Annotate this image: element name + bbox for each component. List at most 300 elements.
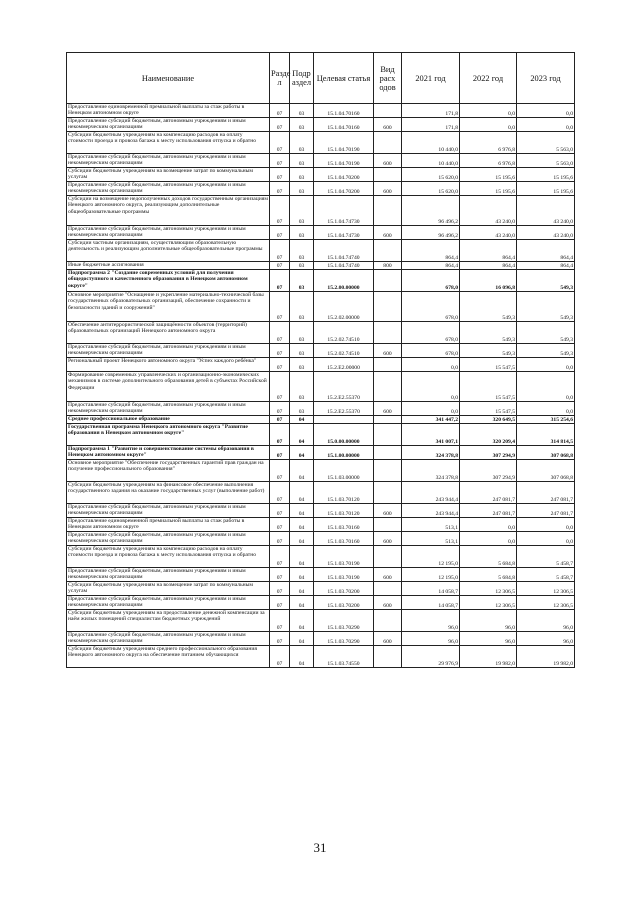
cell-2022: 307 294,9 xyxy=(460,446,517,460)
cell-2021: 10 440,0 xyxy=(402,154,460,168)
col-header-section: Разде л xyxy=(270,53,290,104)
cell-name: Субсидии бюджетным учреждениям среднего профессионального образования Ненецкого автономного округа на обеспечение питанием обучающихся xyxy=(67,646,270,668)
cell-name: Подпрограмма 2 "Создание современных условий для получения общедоступного и качественного образования в Ненецком автономном округе" xyxy=(67,270,270,292)
cell-section: 07 xyxy=(270,196,290,226)
table-row xyxy=(67,402,575,416)
cell-section: 07 xyxy=(270,132,290,154)
cell-2021: 678,0 xyxy=(402,344,460,358)
cell-target: 15.1.03.70290 xyxy=(314,632,374,646)
cell-subsection: 04 xyxy=(290,424,314,446)
cell-2022: 15 195,6 xyxy=(460,168,517,182)
cell-section: 07 xyxy=(270,582,290,596)
cell-target: 15.1.03.00000 xyxy=(314,460,374,482)
cell-name: Предоставление субсидий бюджетным, автономным учреждениям и иным некоммерческим организациям xyxy=(67,504,270,518)
cell-expense-type: 600 xyxy=(374,504,402,518)
cell-expense-type xyxy=(374,610,402,632)
table-row xyxy=(67,532,575,546)
cell-2022: 549,3 xyxy=(460,344,517,358)
cell-target: 15.1.04.70200 xyxy=(314,168,374,182)
cell-name: Субсидии бюджетным учреждениям на предоставление денежной компенсации за наём жилых помещений специалистам бюджетных учреждений xyxy=(67,610,270,632)
cell-2021: 12 195,0 xyxy=(402,546,460,568)
cell-section: 07 xyxy=(270,646,290,668)
cell-2022: 6 976,8 xyxy=(460,154,517,168)
cell-2023: 0,0 xyxy=(517,358,575,372)
cell-2021: 15 620,0 xyxy=(402,168,460,182)
cell-name: Предоставление субсидий бюджетным, автономным учреждениям и иным некоммерческим организациям xyxy=(67,226,270,240)
table-row xyxy=(67,118,575,132)
table-row xyxy=(67,372,575,402)
cell-2021: 15 620,0 xyxy=(402,182,460,196)
table-row xyxy=(67,322,575,344)
cell-target: 15.1.03.70160 xyxy=(314,518,374,532)
table-row xyxy=(67,546,575,568)
cell-2021: 0,0 xyxy=(402,358,460,372)
cell-name: Предоставление субсидий бюджетным, автономным учреждениям и иным некоммерческим организациям xyxy=(67,182,270,196)
cell-2021: 513,1 xyxy=(402,532,460,546)
cell-2023: 96,0 xyxy=(517,632,575,646)
cell-target: 15.1.03.70190 xyxy=(314,546,374,568)
table-row xyxy=(67,596,575,610)
cell-section: 07 xyxy=(270,446,290,460)
cell-2023: 5 458,7 xyxy=(517,546,575,568)
table-row xyxy=(67,292,575,322)
cell-2022: 247 081,7 xyxy=(460,482,517,504)
cell-subsection: 04 xyxy=(290,504,314,518)
cell-2022: 19 982,0 xyxy=(460,646,517,668)
cell-subsection: 03 xyxy=(290,118,314,132)
cell-expense-type xyxy=(374,372,402,402)
cell-subsection: 03 xyxy=(290,182,314,196)
cell-name: Предоставление субсидий бюджетным, автономным учреждениям и иным некоммерческим организациям xyxy=(67,118,270,132)
cell-name: Региональный проект Ненецкого автономного округа "Успех каждого ребёнка" xyxy=(67,358,270,372)
page-number: 31 xyxy=(313,840,327,855)
cell-section: 07 xyxy=(270,460,290,482)
cell-2023: 247 081,7 xyxy=(517,482,575,504)
col-header-subsection: Подр аздел xyxy=(290,53,314,104)
cell-2022: 43 240,0 xyxy=(460,196,517,226)
cell-2023: 549,3 xyxy=(517,292,575,322)
table-header-row xyxy=(67,53,575,104)
cell-target: 15.1.03.70200 xyxy=(314,582,374,596)
cell-section: 07 xyxy=(270,240,290,262)
cell-expense-type xyxy=(374,416,402,424)
cell-name: Основное мероприятие "Оснащение и укрепление материально-технической базы государственных образовательных организаций, обеспечение сохранности и безопасности зданий и сооружений" xyxy=(67,292,270,322)
table-row xyxy=(67,104,575,118)
cell-expense-type: 600 xyxy=(374,402,402,416)
table-row xyxy=(67,154,575,168)
cell-target: 15.1.03.70120 xyxy=(314,482,374,504)
cell-2021: 14 058,7 xyxy=(402,596,460,610)
cell-subsection: 04 xyxy=(290,610,314,632)
cell-2022: 5 684,8 xyxy=(460,546,517,568)
cell-name: Предоставление субсидий бюджетным, автономным учреждениям и иным некоммерческим организациям xyxy=(67,402,270,416)
col-header-target: Целевая статья xyxy=(314,53,374,104)
cell-2021: 96,0 xyxy=(402,610,460,632)
cell-expense-type xyxy=(374,446,402,460)
cell-name: Субсидии бюджетным учреждениям на компенсацию расходов на оплату стоимости проезда и провоза багажа к месту использования отпуска и обратно xyxy=(67,546,270,568)
table-row xyxy=(67,168,575,182)
cell-expense-type: 600 xyxy=(374,118,402,132)
cell-2022: 5 684,8 xyxy=(460,568,517,582)
cell-2023: 0,0 xyxy=(517,402,575,416)
cell-target: 15.1.04.74740 xyxy=(314,262,374,270)
table-row xyxy=(67,582,575,596)
cell-target: 15.2.00.00000 xyxy=(314,270,374,292)
cell-section: 07 xyxy=(270,182,290,196)
table-row xyxy=(67,344,575,358)
cell-section: 07 xyxy=(270,546,290,568)
cell-2022: 0,0 xyxy=(460,118,517,132)
cell-subsection: 03 xyxy=(290,154,314,168)
table-row xyxy=(67,446,575,460)
cell-2022: 96,0 xyxy=(460,610,517,632)
budget-table xyxy=(66,52,575,668)
cell-2022: 15 547,5 xyxy=(460,402,517,416)
cell-subsection: 03 xyxy=(290,322,314,344)
cell-section: 07 xyxy=(270,402,290,416)
cell-section: 07 xyxy=(270,262,290,270)
cell-target: 15.1.04.70200 xyxy=(314,182,374,196)
cell-2021: 324 378,8 xyxy=(402,460,460,482)
cell-target: 15.1.03.70290 xyxy=(314,610,374,632)
table-row xyxy=(67,460,575,482)
cell-target: 15.2.02.74510 xyxy=(314,322,374,344)
cell-2021: 678,0 xyxy=(402,292,460,322)
cell-subsection: 04 xyxy=(290,632,314,646)
cell-2023: 314 814,5 xyxy=(517,424,575,446)
cell-2023: 549,3 xyxy=(517,270,575,292)
table-row xyxy=(67,132,575,154)
cell-2021: 0,0 xyxy=(402,402,460,416)
cell-name: Предоставление субсидий бюджетным, автономным учреждениям и иным некоммерческим организациям xyxy=(67,532,270,546)
cell-2023: 307 068,8 xyxy=(517,460,575,482)
cell-subsection: 03 xyxy=(290,372,314,402)
cell-2023: 43 240,0 xyxy=(517,226,575,240)
col-header-2021: 2021 год xyxy=(402,53,460,104)
cell-target: 15.2.E2.00000 xyxy=(314,358,374,372)
cell-target: 15.1.04.70190 xyxy=(314,132,374,154)
cell-expense-type: 600 xyxy=(374,182,402,196)
cell-target: 15.2.E2.55370 xyxy=(314,372,374,402)
cell-2023: 549,3 xyxy=(517,344,575,358)
cell-expense-type xyxy=(374,132,402,154)
cell-2022: 15 547,5 xyxy=(460,358,517,372)
cell-name: Предоставление единовременной премиальной выплаты за стаж работы в Ненецком автономном округе xyxy=(67,518,270,532)
cell-target: 15.1.03.70200 xyxy=(314,596,374,610)
cell-subsection: 04 xyxy=(290,582,314,596)
cell-expense-type xyxy=(374,196,402,226)
cell-2022: 320 209,4 xyxy=(460,424,517,446)
table-row xyxy=(67,518,575,532)
cell-2022: 15 547,5 xyxy=(460,372,517,402)
cell-target: 15.1.04.74730 xyxy=(314,226,374,240)
cell-expense-type xyxy=(374,546,402,568)
cell-2022: 6 976,8 xyxy=(460,132,517,154)
cell-subsection: 03 xyxy=(290,270,314,292)
cell-section: 07 xyxy=(270,596,290,610)
cell-name: Субсидии частным организациям, осуществляющим образовательную деятельность и реализующим дополнительные общеобразовательные программы xyxy=(67,240,270,262)
cell-name: Предоставление субсидий бюджетным, автономным учреждениям и иным некоммерческим организациям xyxy=(67,632,270,646)
cell-2021: 96 496,2 xyxy=(402,196,460,226)
cell-section: 07 xyxy=(270,118,290,132)
cell-name: Основное мероприятие "Обеспечение государственных гарантий прав граждан на получение профессионального образования" xyxy=(67,460,270,482)
cell-2021: 12 195,0 xyxy=(402,568,460,582)
cell-2023: 5 563,0 xyxy=(517,154,575,168)
cell-2021: 0,0 xyxy=(402,372,460,402)
cell-name: Субсидии бюджетным учреждениям на компенсацию расходов на оплату стоимости проезда и провоза багажа к месту использования отпуска и обратно xyxy=(67,132,270,154)
cell-target: 15.1.00.00000 xyxy=(314,446,374,460)
cell-2022: 307 294,9 xyxy=(460,460,517,482)
col-header-name: Наименование xyxy=(67,53,270,104)
cell-2023: 315 254,6 xyxy=(517,416,575,424)
cell-expense-type: 600 xyxy=(374,226,402,240)
cell-2023: 15 195,6 xyxy=(517,168,575,182)
cell-2022: 15 195,6 xyxy=(460,182,517,196)
cell-subsection: 04 xyxy=(290,568,314,582)
cell-subsection: 04 xyxy=(290,416,314,424)
cell-target: 15.2.E2.55370 xyxy=(314,402,374,416)
cell-2023: 12 306,5 xyxy=(517,582,575,596)
cell-2023: 15 195,6 xyxy=(517,182,575,196)
cell-2022: 320 649,5 xyxy=(460,416,517,424)
cell-2021: 678,0 xyxy=(402,270,460,292)
cell-2022: 0,0 xyxy=(460,518,517,532)
cell-subsection: 04 xyxy=(290,518,314,532)
cell-2021: 29 976,9 xyxy=(402,646,460,668)
cell-2021: 96 496,2 xyxy=(402,226,460,240)
cell-expense-type xyxy=(374,168,402,182)
cell-2021: 243 944,4 xyxy=(402,504,460,518)
table-row xyxy=(67,196,575,226)
cell-target: 15.1.04.70160 xyxy=(314,118,374,132)
cell-2023: 0,0 xyxy=(517,532,575,546)
table-row xyxy=(67,226,575,240)
cell-expense-type xyxy=(374,322,402,344)
cell-2021: 341 447,2 xyxy=(402,416,460,424)
cell-subsection: 03 xyxy=(290,262,314,270)
cell-2022: 0,0 xyxy=(460,104,517,118)
cell-target: 15.1.04.70160 xyxy=(314,104,374,118)
cell-2021: 14 058,7 xyxy=(402,582,460,596)
cell-section: 07 xyxy=(270,168,290,182)
cell-subsection: 04 xyxy=(290,596,314,610)
table-row xyxy=(67,646,575,668)
table-row xyxy=(67,568,575,582)
cell-2021: 341 007,1 xyxy=(402,424,460,446)
cell-expense-type xyxy=(374,518,402,532)
table-row xyxy=(67,416,575,424)
cell-target: 15.1.03.74550 xyxy=(314,646,374,668)
cell-subsection: 03 xyxy=(290,104,314,118)
cell-target: 15.0.00.00000 xyxy=(314,424,374,446)
cell-expense-type: 600 xyxy=(374,568,402,582)
table-row xyxy=(67,482,575,504)
cell-2023: 0,0 xyxy=(517,372,575,402)
cell-section: 07 xyxy=(270,518,290,532)
cell-2021: 171,8 xyxy=(402,104,460,118)
cell-expense-type: 600 xyxy=(374,344,402,358)
cell-2023: 96,0 xyxy=(517,610,575,632)
table-row xyxy=(67,182,575,196)
cell-2022: 16 096,8 xyxy=(460,270,517,292)
cell-2023: 0,0 xyxy=(517,104,575,118)
table-body xyxy=(67,104,575,668)
cell-2023: 12 306,5 xyxy=(517,596,575,610)
cell-expense-type xyxy=(374,240,402,262)
cell-subsection: 03 xyxy=(290,226,314,240)
cell-2022: 43 240,0 xyxy=(460,226,517,240)
cell-name: Субсидии бюджетным учреждениям на возмещение затрат по коммунальным услугам xyxy=(67,168,270,182)
cell-expense-type xyxy=(374,104,402,118)
cell-name: Субсидии бюджетным учреждениям на возмещение затрат по коммунальным услугам xyxy=(67,582,270,596)
cell-subsection: 04 xyxy=(290,646,314,668)
cell-expense-type: 800 xyxy=(374,262,402,270)
cell-subsection: 03 xyxy=(290,344,314,358)
cell-expense-type xyxy=(374,482,402,504)
cell-subsection: 03 xyxy=(290,292,314,322)
table-row xyxy=(67,240,575,262)
cell-target: 15.1.03.70160 xyxy=(314,532,374,546)
cell-2022: 864,4 xyxy=(460,240,517,262)
cell-expense-type: 600 xyxy=(374,632,402,646)
cell-name: Субсидии бюджетным учреждениям на финансовое обеспечение выполнения государственного задания на оказание государственных услуг (выполнение работ) xyxy=(67,482,270,504)
cell-target: 15.1.04.74730 xyxy=(314,196,374,226)
table-row xyxy=(67,632,575,646)
cell-2023: 19 982,0 xyxy=(517,646,575,668)
cell-2022: 864,4 xyxy=(460,262,517,270)
cell-target: 15.1.04.70190 xyxy=(314,154,374,168)
cell-name: Обеспечение антитеррористической защищённости объектов (территорий) образовательных организаций Ненецкого автономного округа xyxy=(67,322,270,344)
cell-target: 15.1.03.70190 xyxy=(314,568,374,582)
table-row xyxy=(67,358,575,372)
budget-table-sheet xyxy=(66,52,574,668)
cell-name: Предоставление субсидий бюджетным, автономным учреждениям и иным некоммерческим организациям xyxy=(67,596,270,610)
cell-section: 07 xyxy=(270,424,290,446)
cell-expense-type xyxy=(374,424,402,446)
col-header-2022: 2022 год xyxy=(460,53,517,104)
cell-expense-type xyxy=(374,270,402,292)
cell-subsection: 03 xyxy=(290,168,314,182)
cell-2023: 307 068,8 xyxy=(517,446,575,460)
cell-subsection: 04 xyxy=(290,460,314,482)
cell-subsection: 04 xyxy=(290,446,314,460)
cell-section: 07 xyxy=(270,292,290,322)
col-header-expense-type: Вид расх одов xyxy=(374,53,402,104)
cell-name: Предоставление субсидий бюджетным, автономным учреждениям и иным некоммерческим организациям xyxy=(67,344,270,358)
cell-2022: 0,0 xyxy=(460,532,517,546)
cell-section: 07 xyxy=(270,270,290,292)
cell-2021: 864,4 xyxy=(402,240,460,262)
cell-target: 15.1.03.70120 xyxy=(314,504,374,518)
cell-subsection: 03 xyxy=(290,240,314,262)
cell-2022: 12 306,5 xyxy=(460,596,517,610)
cell-2023: 864,4 xyxy=(517,262,575,270)
cell-section: 07 xyxy=(270,104,290,118)
cell-section: 07 xyxy=(270,344,290,358)
cell-target: 15.1.04.74740 xyxy=(314,240,374,262)
cell-2021: 10 440,0 xyxy=(402,132,460,154)
cell-2022: 549,3 xyxy=(460,292,517,322)
cell-section: 07 xyxy=(270,482,290,504)
col-header-2023: 2023 год xyxy=(517,53,575,104)
cell-subsection: 04 xyxy=(290,532,314,546)
cell-expense-type xyxy=(374,582,402,596)
cell-name: Предоставление субсидий бюджетным, автономным учреждениям и иным некоммерческим организациям xyxy=(67,154,270,168)
cell-subsection: 03 xyxy=(290,196,314,226)
cell-2023: 247 081,7 xyxy=(517,504,575,518)
cell-name: Предоставление субсидий бюджетным, автономным учреждениям и иным некоммерческим организациям xyxy=(67,568,270,582)
cell-2022: 96,0 xyxy=(460,632,517,646)
cell-section: 07 xyxy=(270,610,290,632)
cell-subsection: 04 xyxy=(290,482,314,504)
table-row xyxy=(67,610,575,632)
cell-name: Формирование современных управленческих и организационно-экономических механизмов в системе дополнительного образования детей в субъектах Российской Федерации xyxy=(67,372,270,402)
cell-name: Подпрограмма 1 "Развитие и совершенствование системы образования в Ненецком автономном округе" xyxy=(67,446,270,460)
table-row xyxy=(67,424,575,446)
cell-target: 15.2.02.74510 xyxy=(314,344,374,358)
cell-2022: 12 306,5 xyxy=(460,582,517,596)
cell-subsection: 04 xyxy=(290,546,314,568)
cell-name: Государственная программа Ненецкого автономного округа "Развитие образования в Ненецком автономном округе" xyxy=(67,424,270,446)
cell-name: Среднее профессиональное образование xyxy=(67,416,270,424)
cell-2023: 864,4 xyxy=(517,240,575,262)
cell-section: 07 xyxy=(270,416,290,424)
cell-expense-type xyxy=(374,646,402,668)
cell-expense-type: 600 xyxy=(374,532,402,546)
cell-expense-type xyxy=(374,292,402,322)
cell-name: Иные бюджетные ассигнования xyxy=(67,262,270,270)
cell-section: 07 xyxy=(270,532,290,546)
cell-2021: 324 378,8 xyxy=(402,446,460,460)
cell-2021: 678,0 xyxy=(402,322,460,344)
cell-section: 07 xyxy=(270,568,290,582)
cell-2023: 0,0 xyxy=(517,118,575,132)
cell-subsection: 03 xyxy=(290,402,314,416)
cell-section: 07 xyxy=(270,322,290,344)
cell-expense-type xyxy=(374,460,402,482)
cell-expense-type: 600 xyxy=(374,596,402,610)
cell-2023: 549,3 xyxy=(517,322,575,344)
cell-target xyxy=(314,416,374,424)
cell-2022: 549,3 xyxy=(460,322,517,344)
cell-expense-type: 600 xyxy=(374,154,402,168)
cell-subsection: 03 xyxy=(290,132,314,154)
cell-target: 15.2.02.00000 xyxy=(314,292,374,322)
cell-2023: 43 240,0 xyxy=(517,196,575,226)
table-row xyxy=(67,504,575,518)
cell-section: 07 xyxy=(270,358,290,372)
cell-section: 07 xyxy=(270,154,290,168)
cell-2023: 5 563,0 xyxy=(517,132,575,154)
cell-2021: 96,0 xyxy=(402,632,460,646)
cell-2023: 5 458,7 xyxy=(517,568,575,582)
cell-2021: 243 944,4 xyxy=(402,482,460,504)
table-row xyxy=(67,262,575,270)
cell-section: 07 xyxy=(270,372,290,402)
cell-subsection: 03 xyxy=(290,358,314,372)
cell-2021: 171,8 xyxy=(402,118,460,132)
cell-2023: 0,0 xyxy=(517,518,575,532)
cell-name: Субсидии на возмещение недополученных доходов государственным организациям Ненецкого автономного округа, реализующим дополнительные общеобразовательные программы xyxy=(67,196,270,226)
cell-expense-type xyxy=(374,358,402,372)
table-row xyxy=(67,270,575,292)
cell-section: 07 xyxy=(270,632,290,646)
cell-2021: 864,4 xyxy=(402,262,460,270)
cell-section: 07 xyxy=(270,226,290,240)
cell-name: Предоставление единовременной премиальной выплаты за стаж работы в Ненецком автономном округе xyxy=(67,104,270,118)
cell-2022: 247 081,7 xyxy=(460,504,517,518)
cell-section: 07 xyxy=(270,504,290,518)
